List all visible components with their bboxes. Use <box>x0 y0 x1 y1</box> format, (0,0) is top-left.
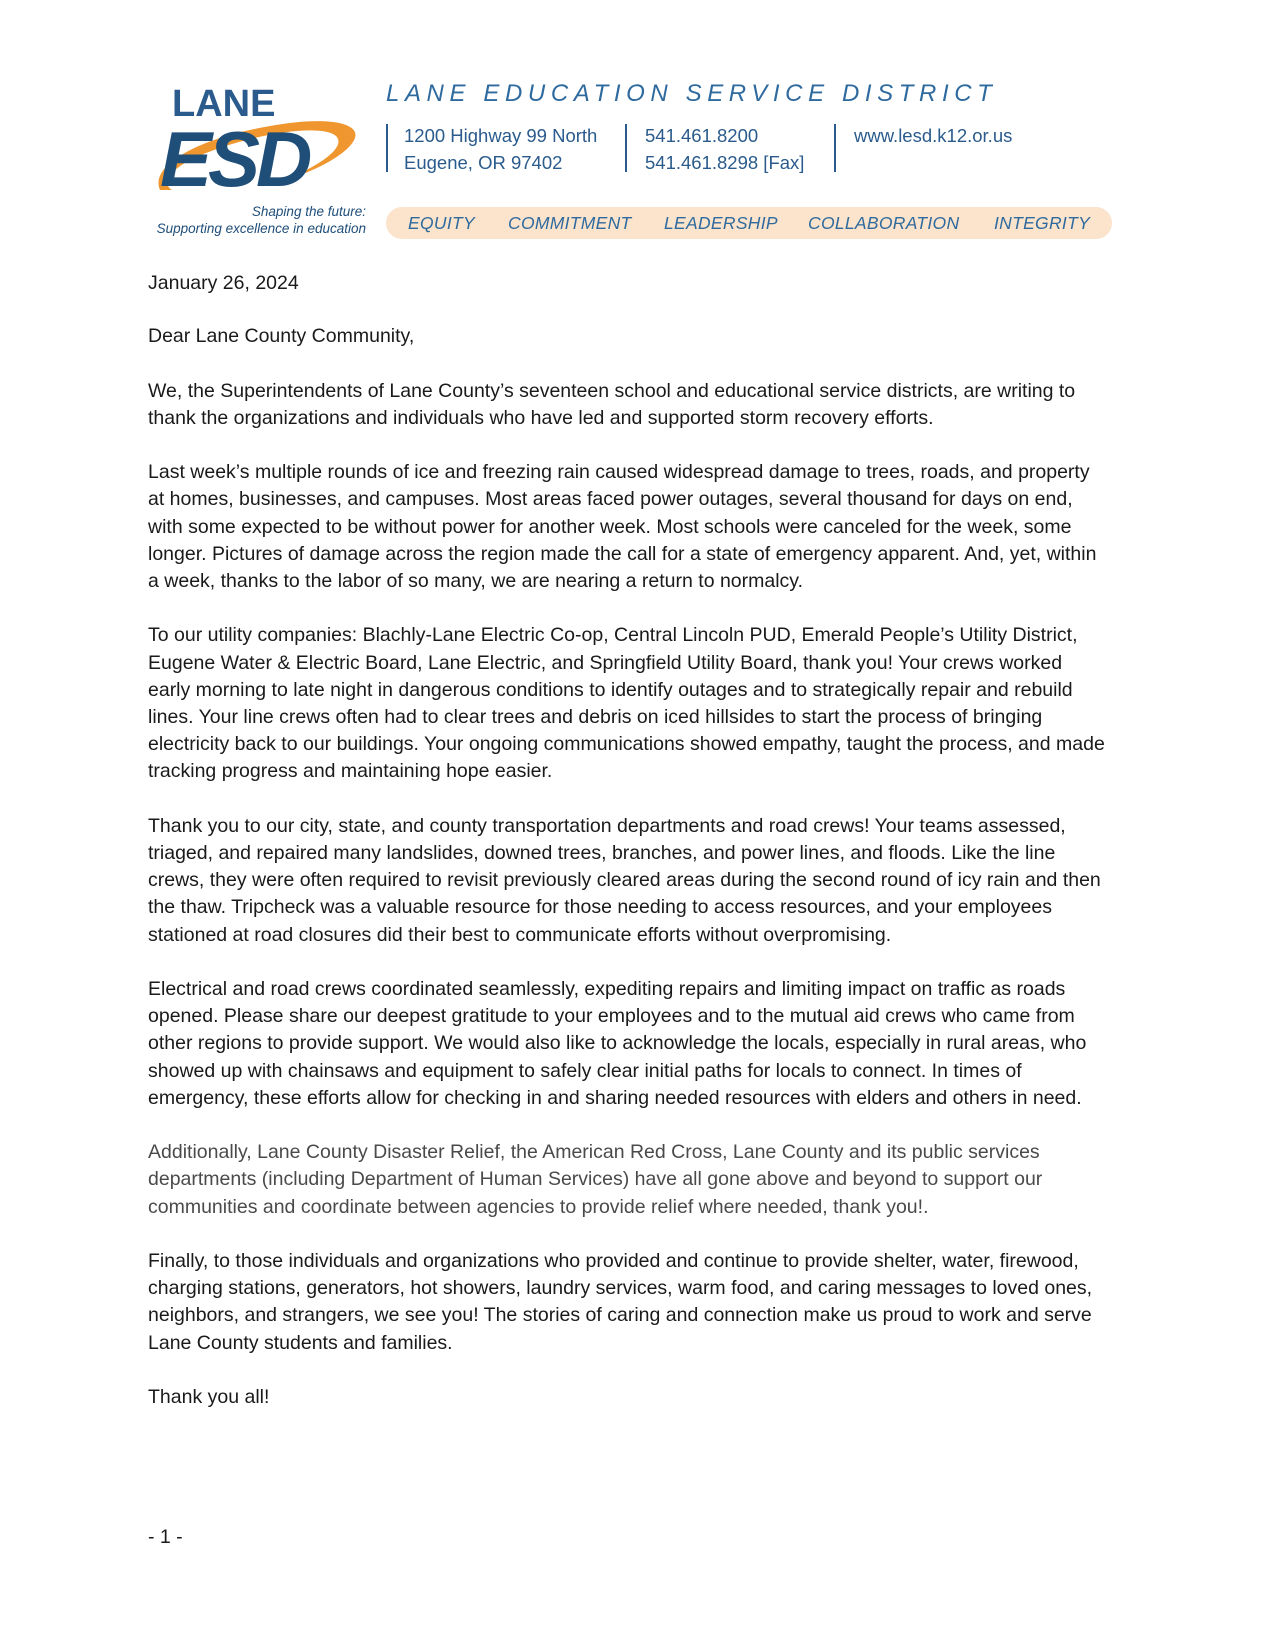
letter-body <box>148 270 1108 1438</box>
lane-esd-logo <box>150 78 370 248</box>
address-line-1: 1200 Highway 99 North <box>404 125 598 146</box>
phone-number: 541.461.8200 <box>645 125 759 146</box>
value-collaboration: COLLABORATION <box>808 213 960 233</box>
org-title: LANE EDUCATION SERVICE DISTRICT <box>386 80 998 107</box>
website-block <box>854 122 1012 149</box>
letter-paragraph: To our utility companies: Blachly-Lane Electric Co-op, Central Lincoln PUD, Emerald People’s Utility District, Eugene Water & Electric Board, Lane Electric, and Springfield Utility Board, thank you! Your crews worked early morning to late night in dangerous conditions to identify outages and to strategically repair and rebuild lines. Your line crews often had to clear trees and debris on iced hillsides to start the process of bringing electricity back to our buildings. Your ongoing communications showed empathy, taught the process, and made tracking progress and maintaining hope easier. <box>148 624 1105 783</box>
logo-tagline <box>156 203 366 237</box>
letter-paragraph: Thank you to our city, state, and county transportation departments and road crews! Your teams assessed, triaged, and repaired many landslides, downed trees, branches, and power lines, and floods. Like the line crews, they were often required to revisit previously cleared areas during the second round of icy rain and then the thaw. Tripcheck was a valuable resource for those needing to access resources, and your employees stationed at road closures did their best to communicate efforts without overpromising. <box>148 814 1101 946</box>
lane-esd-logo-mark <box>150 78 370 208</box>
address-line-2: Eugene, OR 97402 <box>404 152 563 173</box>
phone-block <box>645 122 804 176</box>
contact-divider <box>386 124 388 172</box>
value-integrity: INTEGRITY <box>994 213 1091 233</box>
contact-divider <box>625 124 627 172</box>
letter-closing: Thank you all! <box>148 1386 270 1408</box>
letter-paragraph: Last week’s multiple rounds of ice and freezing rain caused widespread damage to trees, roads, and property at homes, businesses, and campuses. Most areas faced power outages, several thousand for days on end, with some expected to be without power for another week. Most schools were canceled for the week, some longer. Pictures of damage across the region made the call for a state of emergency apparent. And, yet, within a week, thanks to the labor of so many, we are nearing a return to normalcy. <box>148 461 1097 592</box>
address-block <box>404 122 597 176</box>
logo-tagline-line1: Shaping the future: <box>251 204 366 219</box>
contact-divider <box>834 124 836 172</box>
letter-paragraph: We, the Superintendents of Lane County’s seventeen school and educational service districts, are writing to thank the organizations and individuals who have led and supported storm recovery efforts. <box>148 379 1076 429</box>
value-commitment: COMMITMENT <box>508 213 632 233</box>
value-leadership: LEADERSHIP <box>664 213 778 233</box>
fax-number: 541.461.8298 [Fax] <box>645 152 805 173</box>
letter-paragraph: Electrical and road crews coordinated seamlessly, expediting repairs and limiting impact on traffic as roads opened. Please share our deepest gratitude to your employees and to the mutual aid crews who came from other regions to provide support. We would also like to acknowledge the locals, especially in rural areas, who showed up with chainsaws and equipment to safely clear initial paths for locals to connect. In times of emergency, these efforts allow for checking in and sharing needed resources with elders and others in need. <box>148 978 1087 1109</box>
letter-paragraph: Additionally, Lane County Disaster Relief, the American Red Cross, Lane County and its public services departments (including Department of Human Services) have all gone above and beyond to support our communities and coordinate between agencies to provide relief where needed, thank you!. <box>148 1141 1043 1218</box>
letter-salutation: Dear Lane County Community, <box>148 325 415 348</box>
logo-word-esd: ESD <box>160 115 309 203</box>
logo-tagline-line2: Supporting excellence in education <box>156 221 366 236</box>
value-equity: EQUITY <box>408 213 475 233</box>
letter-paragraph: Finally, to those individuals and organizations who provided and continue to provide shelter, water, firewood, charging stations, generators, hot showers, laundry services, warm food, and caring messages to loved ones, neighbors, and strangers, we see you! The stories of caring and connection make us proud to work and serve Lane County students and families. <box>148 1250 1093 1354</box>
website-link[interactable]: www.lesd.k12.or.us <box>854 125 1013 146</box>
page-number: - 1 - <box>148 1526 183 1548</box>
logo-word-lane: LANE <box>172 83 276 125</box>
letter-date: January 26, 2024 <box>148 272 299 294</box>
